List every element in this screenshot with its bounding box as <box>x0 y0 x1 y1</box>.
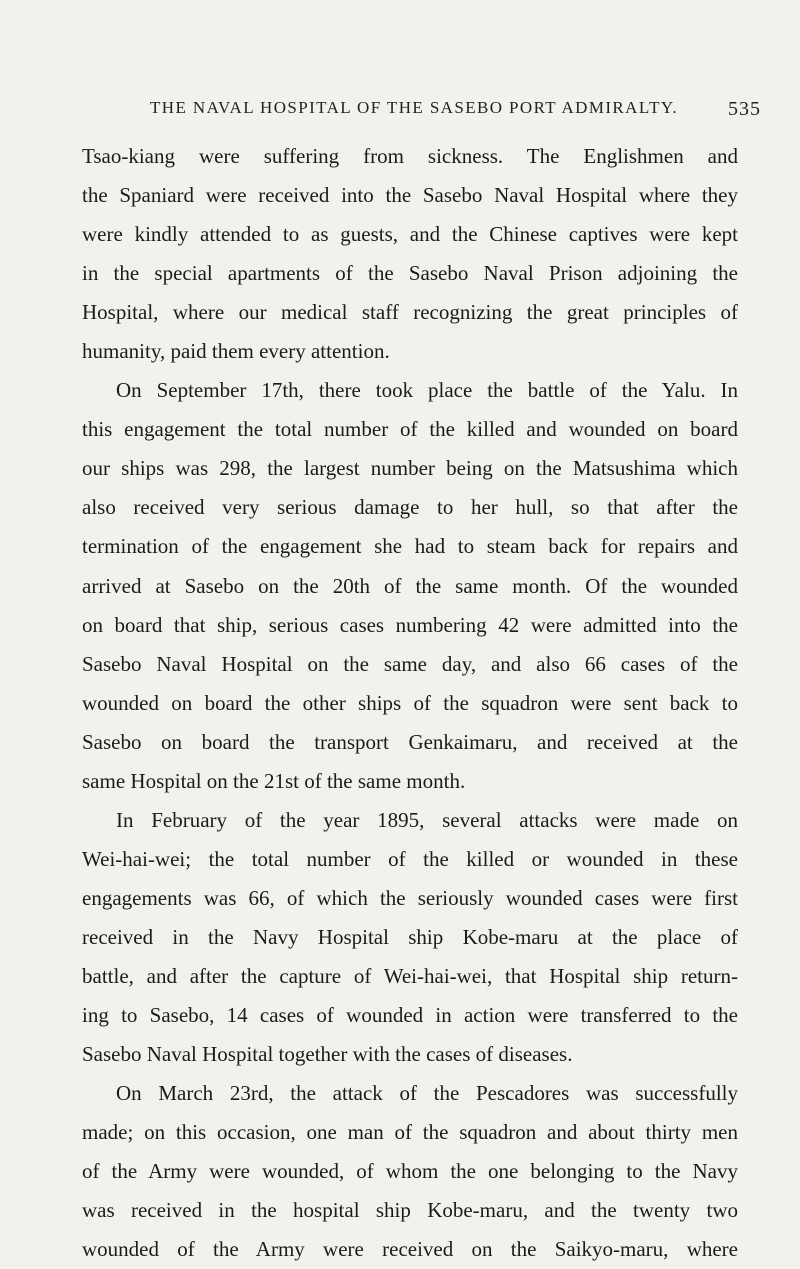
text-line: Wei-hai-wei; the total number of the killed or wounded in these <box>82 846 738 871</box>
text-line: Sasebo on board the transport Genkaimaru, and received at the <box>82 729 738 754</box>
text-line: this engagement the total number of the killed and wounded on board <box>82 417 738 442</box>
text-line: in the special apartments of the Sasebo Naval Prison adjoining the <box>82 261 738 286</box>
text-line: our ships was 298, the largest number being on the Matsushima which <box>82 456 738 481</box>
text-line: same Hospital on the 21st of the same month. <box>82 768 466 793</box>
text-line: Sasebo Naval Hospital on the same day, and also 66 cases of the <box>82 651 738 676</box>
text-line: on board that ship, serious cases numbering 42 were admitted into the <box>82 612 738 637</box>
body-text <box>82 137 738 1269</box>
text-line: ing to Sasebo, 14 cases of wounded in action were transferred to the <box>82 1003 738 1028</box>
text-line: engagements was 66, of which the seriously wounded cases were first <box>82 885 738 910</box>
text-line: made; on this occasion, one man of the squadron and about thirty men <box>82 1120 738 1145</box>
text-line: received in the Navy Hospital ship Kobe-maru at the place of <box>82 924 738 949</box>
text-line: wounded on board the other ships of the squadron were sent back to <box>82 690 738 715</box>
text-line: wounded of the Army were received on the Saikyo-maru, where <box>82 1237 738 1262</box>
page-number: 535 <box>728 98 761 120</box>
text-line: termination of the engagement she had to steam back for repairs and <box>82 534 738 559</box>
text-line: Tsao-kiang were suffering from sickness. The Englishmen and <box>82 144 738 168</box>
text-line: of the Army were wounded, of whom the one belonging to the Navy <box>82 1159 738 1184</box>
text-line: humanity, paid them every attention. <box>82 339 390 364</box>
text-line: battle, and after the capture of Wei-hai-wei, that Hospital ship return- <box>82 963 738 988</box>
text-line: Sasebo Naval Hospital together with the cases of diseases. <box>82 1042 573 1067</box>
text-line: arrived at Sasebo on the 20th of the same month. Of the wounded <box>82 573 738 598</box>
paragraph-first-line: On March 23rd, the attack of the Pescadores was successfully <box>116 1081 738 1106</box>
text-line: was received in the hospital ship Kobe-maru, and the twenty two <box>82 1198 738 1223</box>
text-line: Hospital, where our medical staff recognizing the great principles of <box>82 300 738 325</box>
text-line: also received very serious damage to her hull, so that after the <box>82 495 738 520</box>
running-head: THE NAVAL HOSPITAL OF THE SASEBO PORT ADMIRALTY. <box>150 98 678 117</box>
paragraph-first-line: In February of the year 1895, several attacks were made on <box>116 807 738 832</box>
paragraph-first-line: On September 17th, there took place the battle of the Yalu. In <box>116 378 738 403</box>
text-line: the Spaniard were received into the Sasebo Naval Hospital where they <box>82 183 738 208</box>
text-line: were kindly attended to as guests, and the Chinese captives were kept <box>82 222 738 247</box>
